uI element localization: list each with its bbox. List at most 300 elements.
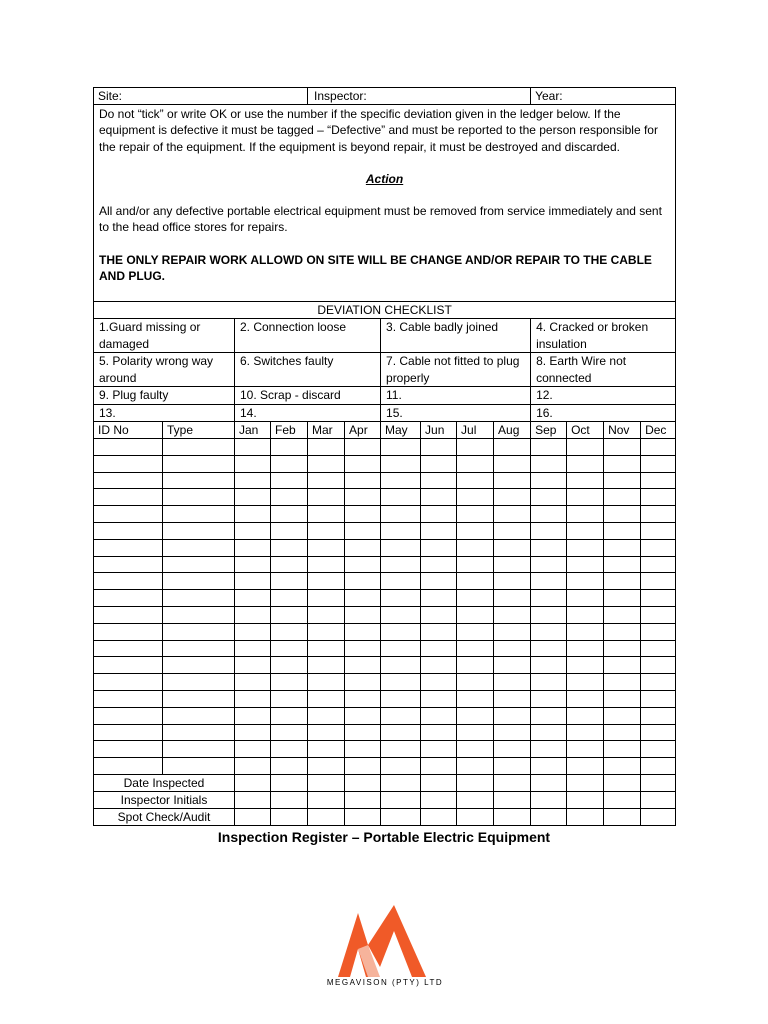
footer-cell[interactable] (567, 774, 604, 791)
register-cell[interactable] (494, 741, 531, 758)
register-cell[interactable] (567, 674, 604, 691)
register-cell[interactable] (345, 741, 381, 758)
register-cell[interactable] (381, 522, 421, 539)
footer-cell[interactable] (531, 774, 567, 791)
register-cell[interactable] (345, 674, 381, 691)
register-cell[interactable] (531, 590, 567, 607)
register-cell[interactable] (457, 489, 494, 506)
footer-cell[interactable] (494, 774, 531, 791)
register-cell[interactable] (641, 741, 676, 758)
register-cell[interactable] (531, 640, 567, 657)
footer-cell[interactable] (308, 774, 345, 791)
register-cell[interactable] (235, 539, 271, 556)
footer-cell[interactable] (308, 808, 345, 825)
register-cell[interactable] (163, 741, 235, 758)
register-cell[interactable] (308, 590, 345, 607)
register-cell[interactable] (163, 690, 235, 707)
register-cell[interactable] (381, 590, 421, 607)
register-cell[interactable] (94, 674, 163, 691)
register-cell[interactable] (345, 506, 381, 523)
register-cell[interactable] (271, 674, 308, 691)
register-cell[interactable] (421, 455, 457, 472)
register-cell[interactable] (494, 539, 531, 556)
register-cell[interactable] (163, 724, 235, 741)
register-cell[interactable] (94, 758, 163, 775)
register-cell[interactable] (235, 640, 271, 657)
register-cell[interactable] (457, 455, 494, 472)
register-cell[interactable] (494, 556, 531, 573)
register-cell[interactable] (567, 707, 604, 724)
register-cell[interactable] (641, 707, 676, 724)
register-cell[interactable] (531, 758, 567, 775)
register-cell[interactable] (345, 590, 381, 607)
register-cell[interactable] (567, 657, 604, 674)
register-cell[interactable] (604, 707, 641, 724)
register-cell[interactable] (531, 690, 567, 707)
register-cell[interactable] (345, 657, 381, 674)
register-cell[interactable] (531, 741, 567, 758)
register-cell[interactable] (457, 758, 494, 775)
register-cell[interactable] (421, 623, 457, 640)
register-cell[interactable] (94, 724, 163, 741)
register-cell[interactable] (308, 758, 345, 775)
register-cell[interactable] (271, 690, 308, 707)
register-cell[interactable] (271, 640, 308, 657)
register-cell[interactable] (235, 758, 271, 775)
register-cell[interactable] (641, 758, 676, 775)
register-cell[interactable] (494, 690, 531, 707)
register-cell[interactable] (531, 556, 567, 573)
register-cell[interactable] (345, 522, 381, 539)
register-cell[interactable] (567, 522, 604, 539)
register-cell[interactable] (271, 455, 308, 472)
register-cell[interactable] (163, 506, 235, 523)
register-cell[interactable] (235, 674, 271, 691)
register-cell[interactable] (381, 741, 421, 758)
register-cell[interactable] (641, 690, 676, 707)
register-cell[interactable] (641, 590, 676, 607)
register-cell[interactable] (421, 640, 457, 657)
register-cell[interactable] (494, 623, 531, 640)
register-cell[interactable] (308, 573, 345, 590)
register-cell[interactable] (271, 573, 308, 590)
register-cell[interactable] (381, 674, 421, 691)
register-cell[interactable] (235, 590, 271, 607)
footer-cell[interactable] (457, 808, 494, 825)
register-cell[interactable] (271, 606, 308, 623)
register-cell[interactable] (421, 556, 457, 573)
register-cell[interactable] (567, 741, 604, 758)
register-cell[interactable] (567, 506, 604, 523)
register-cell[interactable] (271, 623, 308, 640)
register-cell[interactable] (271, 590, 308, 607)
register-cell[interactable] (457, 439, 494, 456)
register-cell[interactable] (271, 439, 308, 456)
register-cell[interactable] (567, 539, 604, 556)
register-cell[interactable] (163, 472, 235, 489)
register-cell[interactable] (421, 674, 457, 691)
register-cell[interactable] (494, 674, 531, 691)
register-cell[interactable] (271, 472, 308, 489)
register-cell[interactable] (235, 556, 271, 573)
footer-cell[interactable] (604, 774, 641, 791)
register-cell[interactable] (308, 640, 345, 657)
register-cell[interactable] (531, 606, 567, 623)
register-cell[interactable] (641, 556, 676, 573)
register-cell[interactable] (567, 724, 604, 741)
register-cell[interactable] (163, 758, 235, 775)
register-cell[interactable] (381, 606, 421, 623)
register-cell[interactable] (381, 758, 421, 775)
register-cell[interactable] (604, 640, 641, 657)
register-cell[interactable] (345, 573, 381, 590)
register-cell[interactable] (531, 522, 567, 539)
register-cell[interactable] (381, 657, 421, 674)
register-cell[interactable] (604, 690, 641, 707)
register-cell[interactable] (94, 556, 163, 573)
register-cell[interactable] (381, 573, 421, 590)
register-cell[interactable] (567, 455, 604, 472)
register-cell[interactable] (235, 741, 271, 758)
register-cell[interactable] (94, 690, 163, 707)
register-cell[interactable] (381, 556, 421, 573)
register-cell[interactable] (457, 707, 494, 724)
register-cell[interactable] (308, 522, 345, 539)
footer-cell[interactable] (235, 774, 271, 791)
register-cell[interactable] (494, 724, 531, 741)
register-cell[interactable] (421, 758, 457, 775)
register-cell[interactable] (641, 724, 676, 741)
register-cell[interactable] (641, 472, 676, 489)
register-cell[interactable] (457, 741, 494, 758)
register-cell[interactable] (163, 522, 235, 539)
register-cell[interactable] (235, 439, 271, 456)
register-cell[interactable] (271, 657, 308, 674)
register-cell[interactable] (531, 657, 567, 674)
register-cell[interactable] (494, 439, 531, 456)
register-cell[interactable] (421, 573, 457, 590)
register-cell[interactable] (163, 539, 235, 556)
register-cell[interactable] (604, 522, 641, 539)
register-cell[interactable] (94, 522, 163, 539)
register-cell[interactable] (94, 657, 163, 674)
register-cell[interactable] (457, 724, 494, 741)
register-cell[interactable] (308, 690, 345, 707)
register-cell[interactable] (641, 640, 676, 657)
register-cell[interactable] (604, 556, 641, 573)
register-cell[interactable] (345, 707, 381, 724)
register-cell[interactable] (421, 724, 457, 741)
register-cell[interactable] (381, 539, 421, 556)
register-cell[interactable] (421, 439, 457, 456)
register-cell[interactable] (641, 439, 676, 456)
register-cell[interactable] (345, 606, 381, 623)
register-cell[interactable] (421, 489, 457, 506)
register-cell[interactable] (308, 472, 345, 489)
register-cell[interactable] (381, 489, 421, 506)
register-cell[interactable] (494, 455, 531, 472)
register-cell[interactable] (308, 674, 345, 691)
register-cell[interactable] (457, 539, 494, 556)
register-cell[interactable] (163, 640, 235, 657)
register-cell[interactable] (531, 489, 567, 506)
register-cell[interactable] (604, 472, 641, 489)
register-cell[interactable] (163, 707, 235, 724)
register-cell[interactable] (457, 506, 494, 523)
register-cell[interactable] (271, 707, 308, 724)
register-cell[interactable] (235, 724, 271, 741)
register-cell[interactable] (345, 489, 381, 506)
footer-cell[interactable] (381, 774, 421, 791)
register-cell[interactable] (94, 707, 163, 724)
register-cell[interactable] (604, 439, 641, 456)
footer-cell[interactable] (421, 774, 457, 791)
footer-cell[interactable] (641, 808, 676, 825)
register-cell[interactable] (308, 539, 345, 556)
register-cell[interactable] (94, 640, 163, 657)
footer-cell[interactable] (421, 791, 457, 808)
register-cell[interactable] (381, 439, 421, 456)
register-cell[interactable] (163, 455, 235, 472)
register-cell[interactable] (308, 489, 345, 506)
register-cell[interactable] (641, 522, 676, 539)
register-cell[interactable] (421, 657, 457, 674)
register-cell[interactable] (641, 606, 676, 623)
footer-cell[interactable] (235, 808, 271, 825)
register-cell[interactable] (494, 606, 531, 623)
register-cell[interactable] (494, 573, 531, 590)
footer-cell[interactable] (604, 808, 641, 825)
register-cell[interactable] (163, 606, 235, 623)
register-cell[interactable] (163, 573, 235, 590)
register-cell[interactable] (604, 590, 641, 607)
register-cell[interactable] (94, 606, 163, 623)
register-cell[interactable] (94, 439, 163, 456)
register-cell[interactable] (235, 489, 271, 506)
footer-cell[interactable] (604, 791, 641, 808)
register-cell[interactable] (457, 573, 494, 590)
register-cell[interactable] (604, 758, 641, 775)
register-cell[interactable] (345, 724, 381, 741)
register-cell[interactable] (457, 690, 494, 707)
year-field[interactable] (531, 88, 676, 105)
register-cell[interactable] (567, 640, 604, 657)
register-cell[interactable] (604, 674, 641, 691)
footer-cell[interactable] (271, 791, 308, 808)
register-cell[interactable] (531, 439, 567, 456)
register-cell[interactable] (94, 741, 163, 758)
register-cell[interactable] (235, 657, 271, 674)
register-cell[interactable] (163, 489, 235, 506)
footer-cell[interactable] (421, 808, 457, 825)
register-cell[interactable] (567, 690, 604, 707)
register-cell[interactable] (271, 758, 308, 775)
register-cell[interactable] (567, 606, 604, 623)
register-cell[interactable] (494, 522, 531, 539)
register-cell[interactable] (163, 623, 235, 640)
register-cell[interactable] (531, 472, 567, 489)
register-cell[interactable] (308, 623, 345, 640)
register-cell[interactable] (345, 472, 381, 489)
register-cell[interactable] (308, 707, 345, 724)
register-cell[interactable] (235, 707, 271, 724)
register-cell[interactable] (494, 472, 531, 489)
register-cell[interactable] (308, 556, 345, 573)
register-cell[interactable] (421, 506, 457, 523)
register-cell[interactable] (94, 472, 163, 489)
register-cell[interactable] (421, 690, 457, 707)
register-cell[interactable] (163, 657, 235, 674)
register-cell[interactable] (604, 623, 641, 640)
register-cell[interactable] (494, 590, 531, 607)
register-cell[interactable] (531, 707, 567, 724)
register-cell[interactable] (235, 455, 271, 472)
register-cell[interactable] (271, 741, 308, 758)
footer-cell[interactable] (235, 791, 271, 808)
register-cell[interactable] (531, 506, 567, 523)
register-cell[interactable] (567, 489, 604, 506)
register-cell[interactable] (457, 640, 494, 657)
register-cell[interactable] (235, 623, 271, 640)
register-cell[interactable] (308, 741, 345, 758)
footer-cell[interactable] (381, 808, 421, 825)
register-cell[interactable] (421, 606, 457, 623)
register-cell[interactable] (604, 724, 641, 741)
register-cell[interactable] (271, 506, 308, 523)
register-cell[interactable] (531, 674, 567, 691)
register-cell[interactable] (308, 506, 345, 523)
register-cell[interactable] (457, 522, 494, 539)
register-cell[interactable] (421, 707, 457, 724)
register-cell[interactable] (604, 573, 641, 590)
register-cell[interactable] (641, 489, 676, 506)
register-cell[interactable] (235, 573, 271, 590)
footer-cell[interactable] (567, 808, 604, 825)
register-cell[interactable] (345, 758, 381, 775)
register-cell[interactable] (345, 690, 381, 707)
register-cell[interactable] (641, 455, 676, 472)
footer-cell[interactable] (345, 791, 381, 808)
footer-cell[interactable] (345, 808, 381, 825)
footer-cell[interactable] (457, 791, 494, 808)
register-cell[interactable] (271, 724, 308, 741)
register-cell[interactable] (641, 657, 676, 674)
footer-cell[interactable] (641, 791, 676, 808)
footer-cell[interactable] (531, 808, 567, 825)
register-cell[interactable] (235, 506, 271, 523)
register-cell[interactable] (457, 472, 494, 489)
register-cell[interactable] (494, 758, 531, 775)
register-cell[interactable] (604, 489, 641, 506)
register-cell[interactable] (457, 674, 494, 691)
footer-cell[interactable] (494, 808, 531, 825)
register-cell[interactable] (641, 674, 676, 691)
register-cell[interactable] (94, 455, 163, 472)
inspector-field[interactable] (308, 88, 531, 105)
register-cell[interactable] (235, 522, 271, 539)
register-cell[interactable] (567, 758, 604, 775)
register-cell[interactable] (94, 590, 163, 607)
register-cell[interactable] (163, 590, 235, 607)
register-cell[interactable] (163, 556, 235, 573)
register-cell[interactable] (567, 573, 604, 590)
register-cell[interactable] (494, 707, 531, 724)
register-cell[interactable] (494, 489, 531, 506)
register-cell[interactable] (271, 539, 308, 556)
register-cell[interactable] (641, 539, 676, 556)
register-cell[interactable] (381, 707, 421, 724)
register-cell[interactable] (308, 724, 345, 741)
footer-cell[interactable] (345, 774, 381, 791)
footer-cell[interactable] (494, 791, 531, 808)
register-cell[interactable] (567, 556, 604, 573)
footer-cell[interactable] (641, 774, 676, 791)
register-cell[interactable] (641, 506, 676, 523)
register-cell[interactable] (381, 724, 421, 741)
register-cell[interactable] (457, 623, 494, 640)
register-cell[interactable] (567, 623, 604, 640)
register-cell[interactable] (235, 690, 271, 707)
register-cell[interactable] (381, 472, 421, 489)
register-cell[interactable] (345, 556, 381, 573)
register-cell[interactable] (271, 556, 308, 573)
register-cell[interactable] (271, 489, 308, 506)
footer-cell[interactable] (381, 791, 421, 808)
register-cell[interactable] (531, 539, 567, 556)
register-cell[interactable] (604, 539, 641, 556)
register-cell[interactable] (345, 623, 381, 640)
register-cell[interactable] (531, 724, 567, 741)
register-cell[interactable] (457, 657, 494, 674)
register-cell[interactable] (381, 506, 421, 523)
register-cell[interactable] (381, 455, 421, 472)
register-cell[interactable] (531, 573, 567, 590)
register-cell[interactable] (163, 439, 235, 456)
register-cell[interactable] (94, 573, 163, 590)
register-cell[interactable] (345, 455, 381, 472)
register-cell[interactable] (94, 489, 163, 506)
register-cell[interactable] (235, 472, 271, 489)
register-cell[interactable] (94, 506, 163, 523)
register-cell[interactable] (421, 472, 457, 489)
footer-cell[interactable] (531, 791, 567, 808)
register-cell[interactable] (345, 640, 381, 657)
register-cell[interactable] (641, 573, 676, 590)
register-cell[interactable] (494, 506, 531, 523)
register-cell[interactable] (457, 590, 494, 607)
register-cell[interactable] (94, 623, 163, 640)
register-cell[interactable] (308, 606, 345, 623)
site-field[interactable] (94, 88, 308, 105)
footer-cell[interactable] (271, 808, 308, 825)
register-cell[interactable] (163, 674, 235, 691)
register-cell[interactable] (567, 439, 604, 456)
register-cell[interactable] (345, 539, 381, 556)
register-cell[interactable] (567, 590, 604, 607)
register-cell[interactable] (421, 741, 457, 758)
register-cell[interactable] (604, 606, 641, 623)
footer-cell[interactable] (567, 791, 604, 808)
register-cell[interactable] (567, 472, 604, 489)
register-cell[interactable] (494, 657, 531, 674)
register-cell[interactable] (604, 506, 641, 523)
register-cell[interactable] (308, 455, 345, 472)
register-cell[interactable] (381, 640, 421, 657)
register-cell[interactable] (604, 657, 641, 674)
register-cell[interactable] (345, 439, 381, 456)
register-cell[interactable] (381, 690, 421, 707)
register-cell[interactable] (604, 741, 641, 758)
